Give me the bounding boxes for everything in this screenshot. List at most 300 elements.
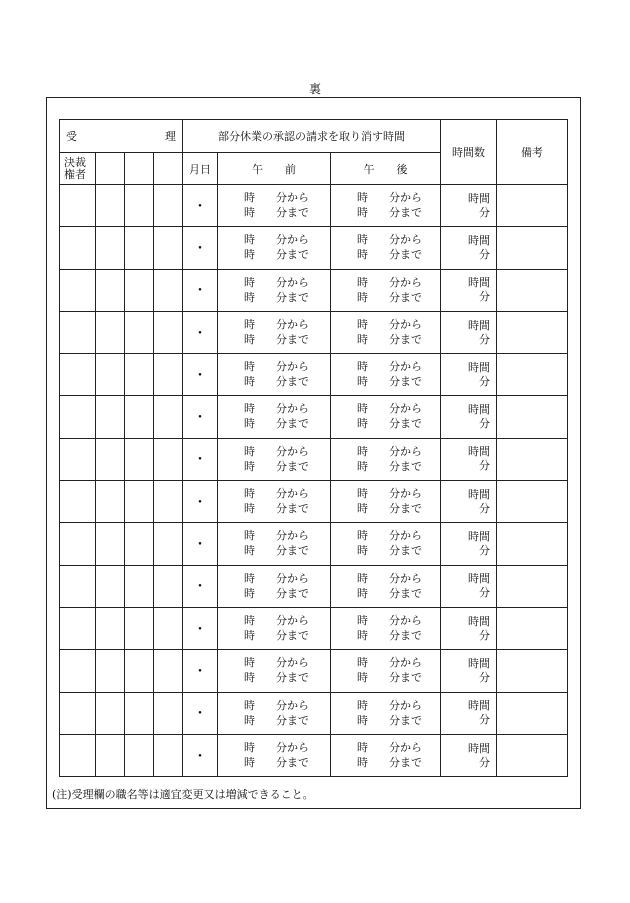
from-text: 分から	[276, 698, 309, 712]
hour-char: 時	[244, 487, 255, 501]
hour-char: 時	[244, 571, 255, 585]
approval-stamp-cell[interactable]	[96, 481, 125, 523]
date-cell[interactable]	[183, 734, 218, 776]
pm-time-cell[interactable]	[331, 565, 441, 607]
table-row	[60, 311, 568, 353]
approval-stamp-cell[interactable]	[125, 565, 154, 607]
remarks-cell[interactable]	[497, 565, 568, 607]
table-row	[60, 269, 568, 311]
remarks-cell[interactable]	[497, 354, 568, 396]
to-text: 分まで	[276, 628, 309, 642]
footer-note: (注)受理欄の職名等は適宜変更又は増減できること。	[52, 788, 314, 801]
remarks-header: 備考	[497, 120, 568, 185]
table-row	[60, 692, 568, 734]
remarks-cell[interactable]	[497, 396, 568, 438]
approval-stamp-cell[interactable]	[154, 185, 183, 227]
table-row	[60, 396, 568, 438]
am-time-cell[interactable]	[218, 227, 331, 269]
am-time-cell[interactable]	[218, 692, 331, 734]
from-text: 分から	[389, 740, 422, 754]
approval-stamp-cell[interactable]	[96, 692, 125, 734]
approval-stamp-cell[interactable]	[154, 565, 183, 607]
approval-stamp-cell[interactable]	[154, 523, 183, 565]
to-text: 分まで	[389, 586, 422, 600]
approval-stamp-cell[interactable]	[60, 692, 96, 734]
date-cell[interactable]	[183, 227, 218, 269]
hours-cell[interactable]	[441, 481, 497, 523]
hour-char: 時	[357, 206, 368, 219]
date-cell[interactable]	[183, 650, 218, 692]
to-text: 分まで	[389, 671, 422, 685]
pm-time-cell[interactable]	[331, 311, 441, 353]
date-cell[interactable]	[183, 523, 218, 565]
pm-time-cell[interactable]	[331, 607, 441, 649]
from-text: 分から	[389, 317, 422, 331]
hour-char: 時	[357, 459, 368, 473]
remarks-cell[interactable]	[497, 650, 568, 692]
to-text: 分まで	[389, 502, 422, 516]
hour-char: 時	[357, 233, 368, 247]
hour-char: 時	[357, 317, 368, 331]
hour-char: 時	[244, 656, 255, 670]
am-header: 午 前	[218, 153, 331, 185]
hour-char: 時	[244, 402, 255, 416]
hour-char: 時	[357, 417, 368, 431]
hour-char: 時	[244, 713, 255, 727]
pm-time-cell[interactable]	[331, 185, 441, 227]
to-text: 分まで	[389, 375, 422, 389]
table-row	[60, 354, 568, 396]
hour-char: 時	[357, 698, 368, 712]
hour-char: 時	[244, 586, 255, 600]
am-time-cell[interactable]	[218, 396, 331, 438]
approval-stamp-cell[interactable]	[60, 734, 96, 776]
table-row	[60, 565, 568, 607]
hours-cell[interactable]	[441, 692, 497, 734]
hours-unit: 時間	[468, 699, 490, 713]
approval-stamp-cell[interactable]	[60, 565, 96, 607]
hour-char: 時	[357, 444, 368, 458]
minutes-unit: 分	[479, 544, 490, 558]
approval-stamp-cell[interactable]	[96, 565, 125, 607]
to-text: 分まで	[389, 628, 422, 642]
hour-char: 時	[357, 740, 368, 754]
hour-char: 時	[244, 317, 255, 331]
hour-char: 時	[357, 275, 368, 289]
table-row	[60, 523, 568, 565]
approval-stamp-cell[interactable]	[96, 396, 125, 438]
minutes-unit: 分	[479, 205, 490, 219]
date-cell[interactable]	[183, 354, 218, 396]
approval-stamp-cell[interactable]	[96, 523, 125, 565]
date-separator: ・	[193, 325, 207, 342]
juri-cell-4	[154, 153, 183, 185]
juri-left-label: 受	[66, 130, 77, 143]
approval-stamp-cell[interactable]	[154, 354, 183, 396]
approval-stamp-cell[interactable]	[154, 227, 183, 269]
approval-stamp-cell[interactable]	[96, 185, 125, 227]
to-text: 分まで	[276, 544, 309, 558]
pm-time-cell[interactable]	[331, 354, 441, 396]
approval-stamp-cell[interactable]	[60, 227, 96, 269]
am-time-cell[interactable]	[218, 269, 331, 311]
hour-char: 時	[244, 417, 255, 431]
date-separator: ・	[193, 240, 207, 257]
hours-cell[interactable]	[441, 607, 497, 649]
am-time-cell[interactable]	[218, 734, 331, 776]
table-row	[60, 185, 568, 227]
from-text: 分から	[389, 656, 422, 670]
approval-stamp-cell[interactable]	[125, 354, 154, 396]
from-text: 分から	[389, 275, 422, 289]
date-separator: ・	[193, 198, 207, 215]
approval-stamp-cell[interactable]	[60, 438, 96, 480]
hour-char: 時	[357, 628, 368, 642]
minutes-unit: 分	[479, 670, 490, 684]
hours-cell[interactable]	[441, 311, 497, 353]
date-cell[interactable]	[183, 565, 218, 607]
approval-stamp-cell[interactable]	[125, 227, 154, 269]
to-text: 分まで	[276, 502, 309, 516]
minutes-unit: 分	[479, 459, 490, 473]
to-text: 分まで	[276, 332, 309, 346]
remarks-cell[interactable]	[497, 607, 568, 649]
hour-char: 時	[244, 206, 255, 219]
hour-char: 時	[244, 755, 255, 769]
to-text: 分まで	[389, 544, 422, 558]
table-row	[60, 607, 568, 649]
date-cell[interactable]	[183, 438, 218, 480]
hour-char: 時	[357, 529, 368, 543]
approval-stamp-cell[interactable]	[96, 227, 125, 269]
hours-cell[interactable]	[441, 269, 497, 311]
kessai-header: 決裁権者	[60, 153, 96, 185]
hour-char: 時	[244, 698, 255, 712]
hours-unit: 時間	[468, 614, 490, 628]
hour-char: 時	[244, 275, 255, 289]
approval-stamp-cell[interactable]	[125, 311, 154, 353]
hour-char: 時	[357, 332, 368, 346]
to-text: 分まで	[276, 671, 309, 685]
hours-unit: 時間	[468, 487, 490, 501]
approval-stamp-cell[interactable]	[60, 311, 96, 353]
hour-char: 時	[357, 360, 368, 374]
from-text: 分から	[389, 571, 422, 585]
am-time-cell[interactable]	[218, 565, 331, 607]
date-cell[interactable]	[183, 269, 218, 311]
date-header: 月日	[183, 153, 218, 185]
approval-stamp-cell[interactable]	[154, 311, 183, 353]
minutes-unit: 分	[479, 713, 490, 727]
approval-stamp-cell[interactable]	[96, 269, 125, 311]
approval-stamp-cell[interactable]	[96, 311, 125, 353]
approval-stamp-cell[interactable]	[60, 269, 96, 311]
date-separator: ・	[193, 494, 207, 511]
minutes-unit: 分	[479, 417, 490, 431]
to-text: 分まで	[276, 375, 309, 389]
hours-cell[interactable]	[441, 650, 497, 692]
date-separator: ・	[193, 367, 207, 384]
hour-char: 時	[357, 248, 368, 262]
date-separator: ・	[193, 579, 207, 596]
to-text: 分まで	[389, 206, 422, 219]
approval-stamp-cell[interactable]	[154, 607, 183, 649]
from-text: 分から	[389, 360, 422, 374]
to-text: 分まで	[389, 332, 422, 346]
hours-unit: 時間	[468, 360, 490, 374]
from-text: 分から	[276, 487, 309, 501]
remarks-cell[interactable]	[497, 269, 568, 311]
date-separator: ・	[193, 452, 207, 469]
from-text: 分から	[389, 698, 422, 712]
approval-stamp-cell[interactable]	[60, 607, 96, 649]
hour-char: 時	[244, 671, 255, 685]
pm-time-cell[interactable]	[331, 734, 441, 776]
minutes-unit: 分	[479, 628, 490, 642]
am-time-cell[interactable]	[218, 438, 331, 480]
to-text: 分まで	[276, 248, 309, 262]
to-text: 分まで	[276, 417, 309, 431]
approval-stamp-cell[interactable]	[154, 269, 183, 311]
from-text: 分から	[276, 360, 309, 374]
from-text: 分から	[276, 444, 309, 458]
hour-char: 時	[357, 713, 368, 727]
hours-cell[interactable]	[441, 396, 497, 438]
to-text: 分まで	[389, 459, 422, 473]
approval-stamp-cell[interactable]	[154, 734, 183, 776]
hour-char: 時	[357, 290, 368, 304]
approval-stamp-cell[interactable]	[125, 185, 154, 227]
hours-unit: 時間	[468, 445, 490, 459]
am-time-cell[interactable]	[218, 650, 331, 692]
from-text: 分から	[389, 487, 422, 501]
hours-cell[interactable]	[441, 354, 497, 396]
section-title: 部分休業の承認の請求を取り消す時間	[183, 120, 441, 153]
approval-stamp-cell[interactable]	[125, 692, 154, 734]
date-separator: ・	[193, 410, 207, 427]
hours-header: 時間数	[441, 120, 497, 185]
approval-stamp-cell[interactable]	[125, 650, 154, 692]
date-separator: ・	[193, 283, 207, 300]
from-text: 分から	[276, 191, 309, 204]
remarks-cell[interactable]	[497, 227, 568, 269]
approval-stamp-cell[interactable]	[154, 481, 183, 523]
minutes-unit: 分	[479, 247, 490, 261]
approval-stamp-cell[interactable]	[154, 692, 183, 734]
minutes-unit: 分	[479, 586, 490, 600]
hour-char: 時	[357, 613, 368, 627]
remarks-cell[interactable]	[497, 734, 568, 776]
juri-right-label: 理	[165, 130, 176, 143]
approval-stamp-cell[interactable]	[125, 734, 154, 776]
approval-stamp-cell[interactable]	[125, 438, 154, 480]
am-time-cell[interactable]	[218, 185, 331, 227]
pm-time-cell[interactable]	[331, 227, 441, 269]
approval-stamp-cell[interactable]	[125, 269, 154, 311]
hour-char: 時	[357, 656, 368, 670]
hour-char: 時	[357, 571, 368, 585]
hour-char: 時	[244, 375, 255, 389]
to-text: 分まで	[276, 459, 309, 473]
from-text: 分から	[389, 191, 422, 204]
date-separator: ・	[193, 621, 207, 638]
hours-cell[interactable]	[441, 565, 497, 607]
from-text: 分から	[276, 656, 309, 670]
hour-char: 時	[244, 529, 255, 543]
hour-char: 時	[357, 191, 368, 204]
hours-unit: 時間	[468, 572, 490, 586]
approval-stamp-cell[interactable]	[125, 396, 154, 438]
approval-stamp-cell[interactable]	[154, 438, 183, 480]
pm-header: 午 後	[331, 153, 441, 185]
hours-unit: 時間	[468, 191, 490, 205]
from-text: 分から	[389, 233, 422, 247]
from-text: 分から	[276, 317, 309, 331]
page-title: 裏	[308, 82, 321, 96]
from-text: 分から	[389, 613, 422, 627]
date-cell[interactable]	[183, 185, 218, 227]
pm-time-cell[interactable]	[331, 269, 441, 311]
to-text: 分まで	[389, 417, 422, 431]
date-cell[interactable]	[183, 481, 218, 523]
approval-stamp-cell[interactable]	[60, 650, 96, 692]
remarks-cell[interactable]	[497, 523, 568, 565]
pm-time-cell[interactable]	[331, 481, 441, 523]
hours-cell[interactable]	[441, 227, 497, 269]
minutes-unit: 分	[479, 332, 490, 346]
am-time-cell[interactable]	[218, 607, 331, 649]
hours-unit: 時間	[468, 530, 490, 544]
remarks-cell[interactable]	[497, 185, 568, 227]
to-text: 分まで	[276, 290, 309, 304]
remarks-cell[interactable]	[497, 692, 568, 734]
remarks-cell[interactable]	[497, 438, 568, 480]
hour-char: 時	[244, 740, 255, 754]
hours-cell[interactable]	[441, 734, 497, 776]
form-table	[59, 119, 568, 777]
approval-stamp-cell[interactable]	[96, 607, 125, 649]
pm-time-cell[interactable]	[331, 650, 441, 692]
hour-char: 時	[357, 402, 368, 416]
to-text: 分まで	[389, 290, 422, 304]
to-text: 分まで	[276, 586, 309, 600]
table-row	[60, 734, 568, 776]
hour-char: 時	[244, 360, 255, 374]
hours-cell[interactable]	[441, 185, 497, 227]
hour-char: 時	[244, 191, 255, 204]
approval-stamp-cell[interactable]	[96, 734, 125, 776]
to-text: 分まで	[389, 248, 422, 262]
hour-char: 時	[244, 544, 255, 558]
hour-char: 時	[357, 502, 368, 516]
am-time-cell[interactable]	[218, 523, 331, 565]
hour-char: 時	[357, 586, 368, 600]
from-text: 分から	[276, 613, 309, 627]
hour-char: 時	[244, 502, 255, 516]
approval-stamp-cell[interactable]	[60, 523, 96, 565]
date-separator: ・	[193, 706, 207, 723]
hour-char: 時	[244, 444, 255, 458]
hour-char: 時	[244, 290, 255, 304]
to-text: 分まで	[389, 755, 422, 769]
approval-stamp-cell[interactable]	[60, 185, 96, 227]
from-text: 分から	[389, 444, 422, 458]
hour-char: 時	[244, 233, 255, 247]
to-text: 分まで	[276, 755, 309, 769]
to-text: 分まで	[276, 713, 309, 727]
am-time-cell[interactable]	[218, 311, 331, 353]
approval-stamp-cell[interactable]	[96, 438, 125, 480]
approval-stamp-cell[interactable]	[125, 523, 154, 565]
date-cell[interactable]	[183, 607, 218, 649]
hours-cell[interactable]	[441, 523, 497, 565]
hours-unit: 時間	[468, 233, 490, 247]
approval-stamp-cell[interactable]	[154, 396, 183, 438]
hour-char: 時	[357, 544, 368, 558]
remarks-cell[interactable]	[497, 311, 568, 353]
hours-unit: 時間	[468, 403, 490, 417]
from-text: 分から	[276, 740, 309, 754]
approval-stamp-cell[interactable]	[60, 481, 96, 523]
from-text: 分から	[276, 571, 309, 585]
hours-unit: 時間	[468, 318, 490, 332]
hours-cell[interactable]	[441, 438, 497, 480]
date-separator: ・	[193, 537, 207, 554]
juri-cell-3	[125, 153, 154, 185]
approval-stamp-cell[interactable]	[96, 650, 125, 692]
table-row	[60, 438, 568, 480]
minutes-unit: 分	[479, 290, 490, 304]
hours-unit: 時間	[468, 276, 490, 290]
from-text: 分から	[276, 233, 309, 247]
hour-char: 時	[244, 459, 255, 473]
minutes-unit: 分	[479, 374, 490, 388]
pm-time-cell[interactable]	[331, 523, 441, 565]
juri-cell-2	[96, 153, 125, 185]
pm-time-cell[interactable]	[331, 438, 441, 480]
hour-char: 時	[357, 755, 368, 769]
table-row	[60, 227, 568, 269]
from-text: 分から	[276, 529, 309, 543]
from-text: 分から	[389, 402, 422, 416]
date-cell[interactable]	[183, 396, 218, 438]
from-text: 分から	[389, 529, 422, 543]
approval-stamp-cell[interactable]	[96, 354, 125, 396]
approval-stamp-cell[interactable]	[60, 396, 96, 438]
approval-stamp-cell[interactable]	[125, 481, 154, 523]
approval-stamp-cell[interactable]	[154, 650, 183, 692]
hour-char: 時	[244, 628, 255, 642]
approval-stamp-cell[interactable]	[60, 354, 96, 396]
juri-header	[60, 120, 183, 153]
pm-time-cell[interactable]	[331, 692, 441, 734]
hour-char: 時	[357, 671, 368, 685]
hour-char: 時	[244, 248, 255, 262]
am-time-cell[interactable]	[218, 481, 331, 523]
hours-unit: 時間	[468, 656, 490, 670]
am-time-cell[interactable]	[218, 354, 331, 396]
remarks-cell[interactable]	[497, 481, 568, 523]
hours-unit: 時間	[468, 741, 490, 755]
to-text: 分まで	[389, 713, 422, 727]
date-cell[interactable]	[183, 311, 218, 353]
minutes-unit: 分	[479, 755, 490, 769]
date-cell[interactable]	[183, 692, 218, 734]
from-text: 分から	[276, 275, 309, 289]
date-separator: ・	[193, 663, 207, 680]
pm-time-cell[interactable]	[331, 396, 441, 438]
approval-stamp-cell[interactable]	[125, 607, 154, 649]
